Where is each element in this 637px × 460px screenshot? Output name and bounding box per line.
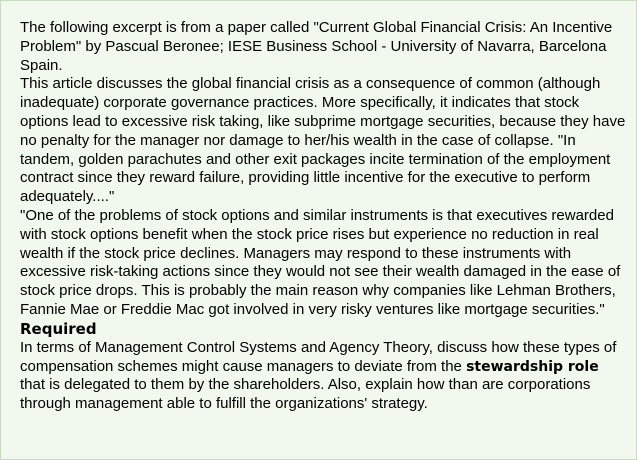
question-paragraph [20, 339, 626, 414]
summary-paragraph: This article discusses the global financial crisis as a consequence of common (although inadequate) corporate governance practices. More specifically, it indicates that stock options lead to excessive risk taking, like subprime mortgage securities, because they have no penalty for the manager nor damage to her/his wealth in the case of collapse. "In tandem, golden parachutes and other exit packages incite termination of the employment contract since they reward failure, providing little incentive for the executive to perform adequately...." [20, 75, 626, 206]
question-text-end: that is delegated to them by the shareholders. Also, explain how than are corporations through management able to fulfill the organizations' strategy. [20, 376, 591, 413]
stewardship-role-emphasis: stewardship role [466, 358, 599, 375]
document-body [20, 19, 626, 414]
intro-paragraph: The following excerpt is from a paper called "Current Global Financial Crisis: An Incentive Problem" by Pascual Beronee; IESE Business School - University of Navarra, Barcelona Spain. [20, 19, 613, 74]
required-heading: Required [20, 319, 97, 338]
quote-paragraph: "One of the problems of stock options and similar instruments is that executives rewarded with stock options benefit when the stock price rises but experience no reduction in real wealth if the stock price declines. Managers may respond to these instruments with excessive risk-taking actions since they would not see their wealth damaged in the ease of stock price drops. This is probably the main reason why companies like Lehman Brothers, Fannie Mae or Freddie Mac got involved in very risky ventures like mortgage securities." [20, 206, 621, 318]
question-text-start: In terms of Management Control Systems and Agency Theory, discuss how these types of compensation schemes might cause managers to deviate from the [20, 338, 617, 375]
